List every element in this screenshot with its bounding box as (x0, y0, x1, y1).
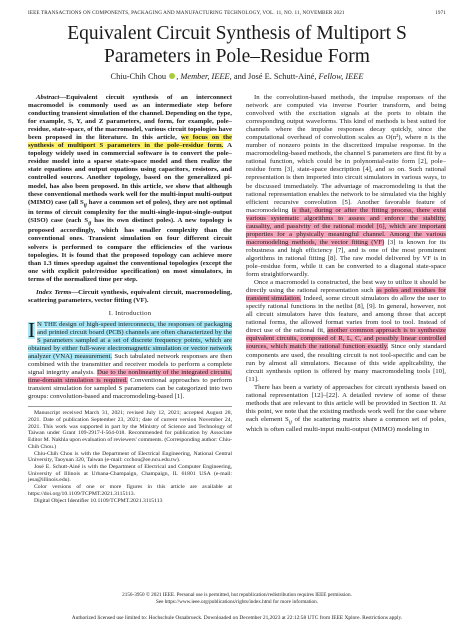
footnote-doi: Digital Object Identifier 10.1109/TCPMT.2021.3115113 (34, 497, 163, 504)
paragraph-convolution (246, 94, 446, 279)
convolution-text-end: [3] is known for its robustness and high efficiency [7], and is one of the most prominent algorithms in rational fitting [8]. The raw model delivered by VF is in pole–residue form, while it can be converted to a diagonal state-space form straightforwardly. (246, 238, 446, 279)
author-line (28, 72, 446, 81)
orcid-icon[interactable] (169, 73, 175, 79)
intro-text-1: Such tabulated network responses are then combined with the transmitter and receiver models to perform a complete signal integrity analysis. (28, 353, 232, 377)
macromodel-text-1: Once a macromodel is constructed, the best way to utilize it should be directly using the rational representation such (246, 279, 446, 295)
index-terms-label: Index Terms (36, 288, 72, 296)
author-2-role: Fellow, IEEE (316, 72, 364, 81)
synthesis-text-2: of the scattering matrix share a common set of poles, which is often called multi-input multi-output (MIMO) modeling in (246, 415, 446, 434)
abstract-dash: — (59, 94, 67, 101)
paragraph-macromodel (246, 279, 446, 384)
license-notice: Authorized licensed use limited to: Hochschule Osnabrueck. Downloaded on December 21,2023 at 22:12:58 UTC from IEEE Xplore. Restrictions apply. (71, 615, 403, 621)
page-number: 1971 (435, 10, 446, 16)
copyright-footer (28, 592, 446, 605)
drop-cap: I (28, 317, 35, 342)
title-line-1: Equivalent Circuit Synthesis of Multiport S (67, 23, 407, 44)
intro-highlight-pink: Due to the nonlinearity of the integrated circuits, time-domain simulation is required. (28, 369, 232, 385)
macromodel-highlight-2: another common approach is to synthesize equivalent circuits, composed of R, L, C, and possibly linear controlled sources, which match the rational function exactly. (246, 327, 446, 351)
abstract-text-1: Equivalent circuit synthesis of an interconnect macromodel is commonly used as an intermediate step before conducting transient simulation of the channel. Depending on the type, for example, S, Y, and Z parameters, and form, for example, pole–residue, state-space, of the macromodel, various circuit topologies have been proposed in the literature. In this article, (28, 94, 232, 142)
paragraph-synthesis: There has been a variety of approaches for circuit synthesis based on rational representation [12]–[22]. A detailed review of some of these methods that are relevant to this article will be provided in Section II. At this point, we note that the existing methods work well for the case where each element $S_{ij}$ of the scattering matrix share a common set of poles, which is often called multi-input multi-output (MIMO) modeling in (246, 383, 446, 434)
intro-text-2: Conventional approaches to perform transient simulation for sampled S parameters can be categorized into two groups: convolution-based and macromodeling-based [1]. (28, 377, 232, 401)
abstract-label: Abstract (36, 94, 60, 101)
paper-title (28, 22, 446, 68)
author-1-role: , Member, IEEE, (176, 72, 232, 81)
footnote-color-versions: Color versions of one or more figures in this article are available at https://doi.org/10.1109/TCPMT.2021.3115113. (28, 484, 232, 497)
copyright-line-1: 2156-3950 © 2021 IEEE. Personal use is permitted, but republication/redistribution requires IEEE permission. (122, 592, 352, 598)
synthesis-text-1: There has been a variety of approaches for circuit synthesis based on rational representation [12]–[22]. A detailed review of some of these methods that are relevant to this article will be provided in Section II. At this point, we note that the existing methods work well for the case where each element S (246, 383, 446, 423)
convolution-text: In the convolution-based methods, the impulse responses of the network are computed via inverse Fourier transform, and being convolved with the excitation signals at the ports to obtain the corresponding output waveforms. This kind of methods is best suited for channels where the impulse responses decay quickly, since the computational overhead of convolution scales as O(n²), where n is the number of nonzero points in the discretized impulse response. In the macromodeling-based methods, the channel S parameters are first fit by a rational function, which could be in polynomial-ratio form [2], pole–residue form [3], state-space description [4], and so on. Such rational representation is then imported into circuit simulators in various ways, to be discussed immediately. The advantage of macromodeling is that the rational representation enables the network to be simulated via the highly efficient recursive convolution [5]. Another favorable feature of macromodeling (246, 94, 446, 214)
abstract-text-4: has its own distinct poles). A new topology is proposed accordingly, which has smaller complexity than the conventional ones. Transient simulation on four different circuit solvers is performed to compare the efficiencies of the various topologies. It is found that the proposed topology can achieve more than 1.3 times speedup against the conventional topologies (except the one with explicit pole/residue specification) on most simulators, in terms of the normalized time per step. (28, 217, 232, 283)
footnotes (28, 406, 232, 504)
author-1-name: Chiu-Chih Chou (110, 72, 167, 81)
running-head-text: IEEE TRANSACTIONS ON COMPONENTS, PACKAGING AND MANUFACTURING TECHNOLOGY, VOL. 11, NO. 11, NOVEMBER 2021 (28, 10, 345, 16)
macromodel-highlight-1: as poles and residues for transient simulation. (246, 287, 447, 303)
copyright-line-2: See https://www.ieee.org/publications/rights/index.html for more information. (155, 598, 319, 605)
running-header (28, 10, 446, 20)
macromodel-text-2: Indeed, some circuit simulators do allow the user to specify rational functions in the netlist [8], [9]. In general, however, not all circuit simulators have this feature, and among those that accept rational forms, the allowed format varies from tool to tool. Instead of direct use of the rational fit, (246, 295, 447, 335)
right-column (246, 94, 446, 434)
intro-paragraph (28, 317, 232, 401)
abstract-text-3: have a common set of poles), they are not optimal in terms of circuit complexity for the multi-single-input-single-output (SISO) case (each S (28, 198, 233, 225)
index-terms-text: Circuit synthesis, equivalent circuit, macromodeling, scattering parameters, vector fitting (VF). (28, 288, 232, 304)
index-terms (28, 289, 232, 305)
convolution-highlight: is that, during or after the fitting process, there exist various systematic algorithms to assess and enforce the stability, causality, and passivity of the rational model [6], which are important properties for a physically meaningful channel. Among the various macromodeling methods, the vector fitting (VF) (246, 206, 446, 246)
footnote-manuscript: Manuscript received March 31, 2021; revised July 12, 2021; accepted August 28, 2021. Date of publication September 23, 2021; date of current version November 24, 2021. This work was supported in part by the Ministry of Science and Technology of Taiwan under Grant 109-2917-I-564-018. Recommended for publication by Associate Editor M. Nakhla upon evaluation of reviewers' comments. (Corresponding author: Chiu-Chih Chou.) (28, 410, 232, 450)
left-column (28, 94, 232, 504)
index-terms-dash: — (71, 288, 79, 296)
intro-highlight-blue: N THE design of high-speed interconnects, the responses of packaging and printed circuit board (PCB) channels are often characterized by the S parameters sampled at a set of discrete frequency points, which are obtained by either full-wave electromagnetic simulation or vector network analyzer (VNA) measurement. (28, 320, 232, 361)
abstract-highlight: we focus on the synthesis of multiport S parameters in the pole–residue form. (28, 134, 232, 150)
macromodel-text-3: Since only standard components are used, the resulting circuit is not tool-specific and can be run by almost all simulators. Because of this wide applicability, the circuit synthesis option is offered by many macromodeling tools [10], [11]. (246, 343, 446, 383)
abstract-text-2: A topology widely used in commercial software is to convert the pole–residue model into a sparse state-space model and then realize the state equations and output equations using capacitors, resistors, and controlled sources. Another topology, based on the generalized pi-model, has also been proposed. In this article, we show that although these conventional methods work well for the multi-input multi-output (MIMO) case (all S (28, 142, 232, 206)
title-line-2: Parameters in Pole–Residue Form (104, 46, 370, 67)
section-heading-introduction: I. Introduction (108, 309, 152, 317)
abstract: Abstract—Equivalent circuit synthesis of an interconnect macromodel is commonly used as an intermediate step before conducting transient simulation of the channel. Depending on the type, for example, S, Y, and Z parameters, and form, for example, pole–residue, state-space, of the macromodel, various circuit topologies have been proposed in the literature. In this article, we focus on the synthesis of multiport S parameters in the pole–residue form. A topology widely used in commercial software is to convert the pole–residue model into a sparse state-space model and then realize the state equations and output equations using capacitors, resistors, and controlled sources. Another topology, based on the generalized pi-model, has also been proposed. In this article, we show that although these conventional methods work well for the multi-input multi-output (MIMO) case (all $S_{ij}$ have a common set of poles), they are not optimal in terms of circuit complexity for the multi-single-input-single-output (SISO) case (each $S_{ij}$ has its own distinct poles). A new topology is proposed accordingly, which has smaller complexity than the conventional ones. Transient simulation on four different circuit solvers is performed to compare the efficiencies of the various topologies. It is found that the proposed topology can achieve more than 1.3 times speedup against the conventional topologies (except the one with explicit pole/residue specification) on most simulators, in terms of the normalized time per step. (28, 94, 233, 283)
author-2-name: and José E. Schutt-Ainé, (231, 72, 317, 81)
footnote-author-2: José E. Schutt-Ainé is with the Department of Electrical and Computer Engineering, University of Illinois at Urbana-Champaign, Champaign, IL 61801 USA (e-mail: jesa@illinois.edu). (28, 464, 232, 484)
footnote-author-1: Chiu-Chih Chou is with the Department of Electrical Engineering, National Central University, Taoyuan 320, Taiwan (e-mail: ccchou@ee.ncu.edu.tw). (28, 450, 232, 464)
